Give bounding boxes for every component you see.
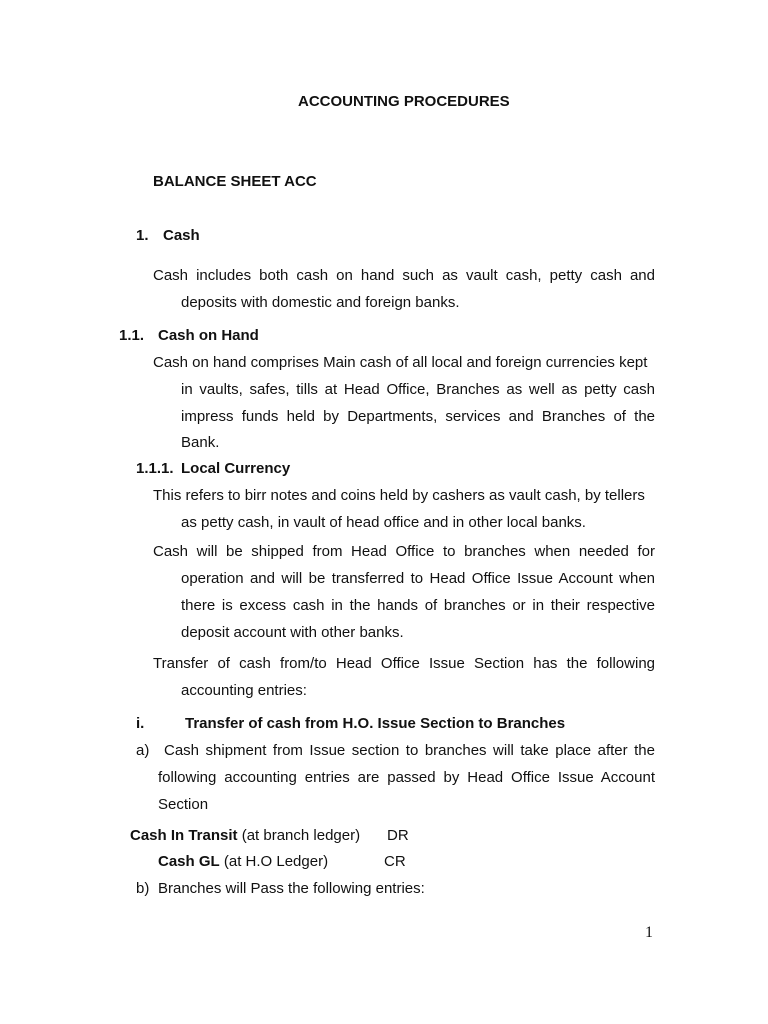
paragraph-line: in vaults, safes, tills at Head Office, Branches as well as petty cash — [181, 381, 655, 398]
paragraph-line: Cash on hand comprises Main cash of all local and foreign currencies kept — [153, 354, 648, 371]
account-name: Cash In Transit — [130, 827, 238, 844]
section-title: Cash on Hand — [158, 327, 259, 344]
paragraph-line: Transfer of cash from/to Head Office Issue Section has the following — [153, 655, 655, 672]
section-title: Cash — [163, 227, 200, 244]
page-number: 1 — [645, 924, 653, 941]
list-marker: a) — [136, 742, 150, 759]
paragraph-line: Cash includes both cash on hand such as vault cash, petty cash and — [153, 267, 655, 284]
paragraph-line: Section — [158, 796, 209, 813]
paragraph-line: accounting entries: — [181, 682, 307, 699]
credit-marker: CR — [384, 853, 406, 870]
paragraph-line: Bank. — [181, 434, 220, 451]
section-heading: BALANCE SHEET ACC — [153, 173, 317, 190]
paragraph-line: there is excess cash in the hands of branches or in their respective — [181, 597, 655, 614]
account-name: Cash GL — [158, 853, 220, 870]
debit-marker: DR — [387, 827, 409, 844]
paragraph-line: deposit account with other banks. — [181, 624, 404, 641]
subsection-title: Transfer of cash from H.O. Issue Section to Branches — [185, 715, 566, 732]
ledger-note: (at H.O Ledger) — [219, 853, 329, 870]
document-title: ACCOUNTING PROCEDURES — [298, 93, 510, 110]
paragraph-line: operation and will be transferred to Head Office Issue Account when — [181, 570, 655, 587]
paragraph-line: Branches will Pass the following entries: — [158, 880, 425, 897]
paragraph-line: deposits with domestic and foreign banks. — [181, 294, 460, 311]
ledger-note: (at branch ledger) — [237, 827, 361, 844]
paragraph-line: as petty cash, in vault of head office and in other local banks. — [181, 514, 586, 531]
section-number: 1.1.1. — [136, 460, 174, 477]
list-marker: i. — [136, 715, 145, 732]
section-number: 1.1. — [119, 327, 145, 344]
paragraph-line: Cash will be shipped from Head Office to branches when needed for — [153, 543, 655, 560]
journal-entry-debit — [130, 826, 360, 846]
paragraph-line: following accounting entries are passed by Head Office Issue Account — [158, 769, 655, 786]
paragraph-line: Cash shipment from Issue section to branches will take place after the — [164, 742, 655, 759]
section-title: Local Currency — [181, 460, 291, 477]
paragraph-line: impress funds held by Departments, services and Branches of the — [181, 408, 655, 425]
list-marker: b) — [136, 880, 150, 897]
section-number: 1. — [136, 227, 149, 244]
journal-entry-credit — [158, 852, 328, 872]
paragraph-line: This refers to birr notes and coins held by cashers as vault cash, by tellers — [153, 487, 645, 504]
